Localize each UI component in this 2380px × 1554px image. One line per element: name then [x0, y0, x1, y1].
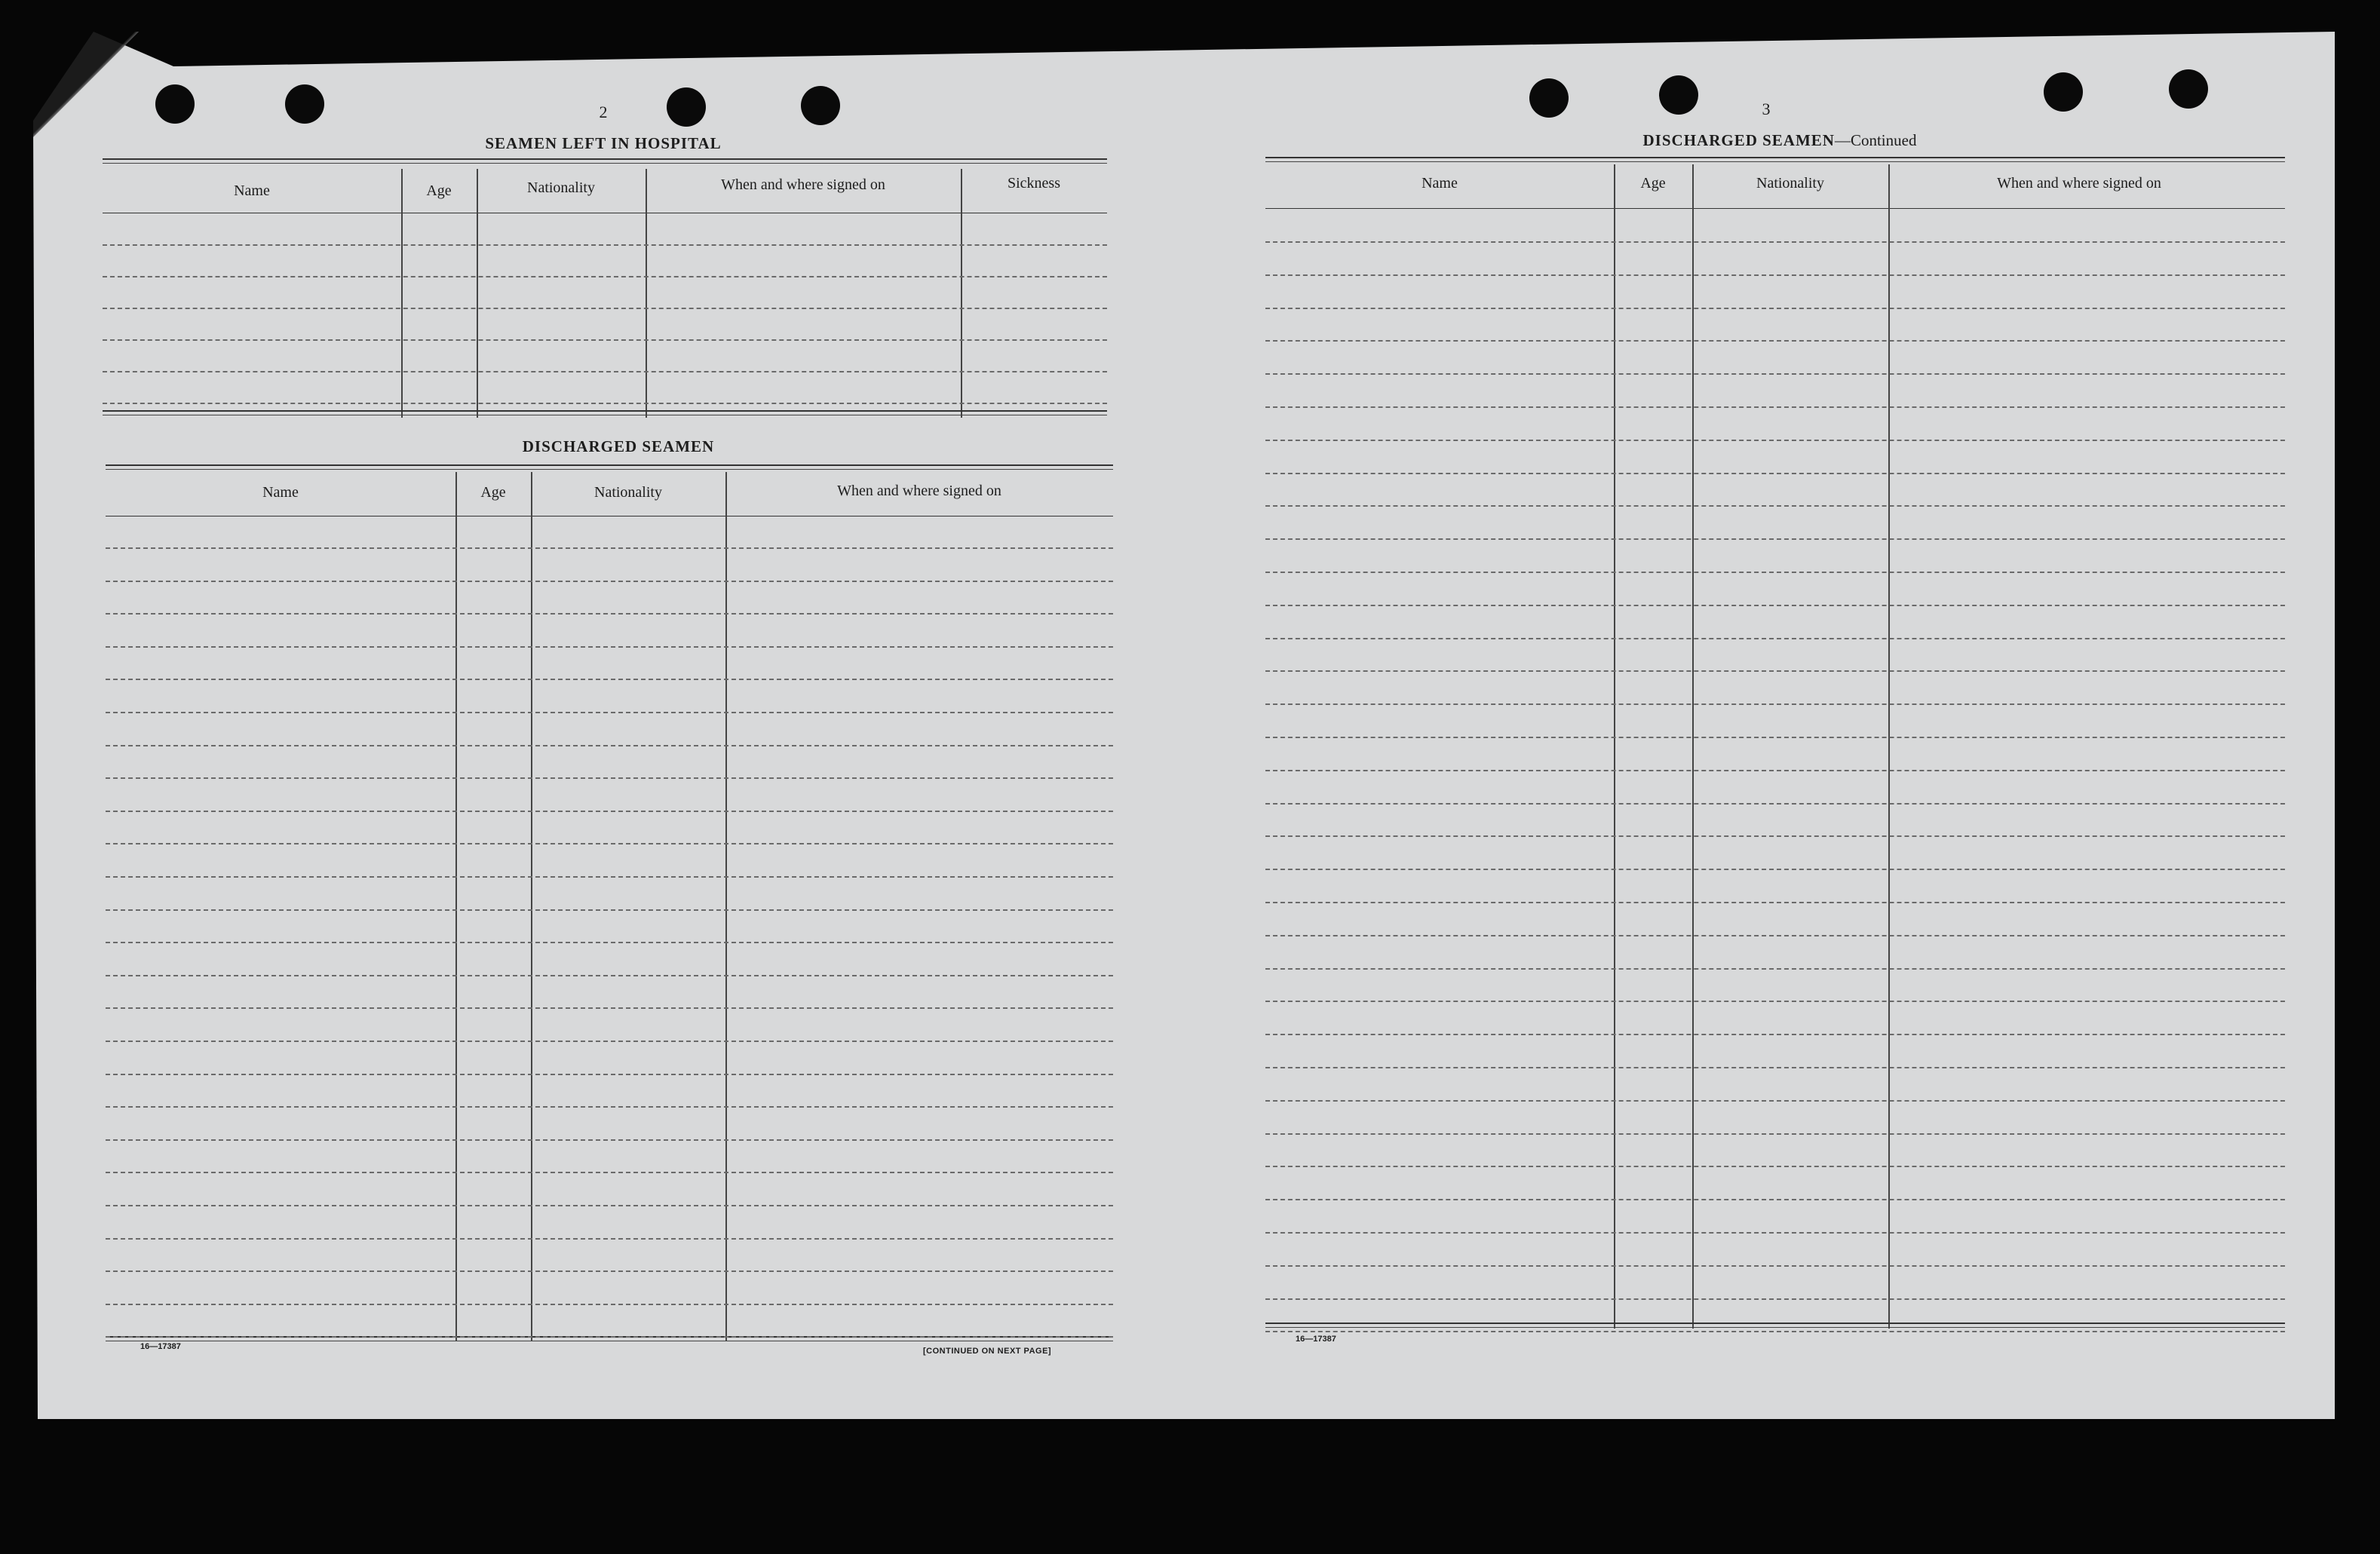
table-row [1265, 538, 2285, 540]
table-row [1265, 968, 2285, 970]
table-row [1265, 935, 2285, 936]
table-row [103, 371, 1107, 372]
table-bottom-rule [1265, 1323, 2285, 1324]
table-row [1265, 308, 2285, 309]
table-row [106, 1336, 1113, 1338]
column-header-name: Name [234, 182, 270, 199]
column-header-nationality: Nationality [1756, 175, 1824, 192]
table-row [1265, 373, 2285, 375]
table-row [1265, 572, 2285, 573]
table-row [103, 403, 1107, 404]
table-row [103, 244, 1107, 246]
column-divider [1692, 164, 1694, 1329]
table-bottom-rule [1265, 1327, 2285, 1328]
column-divider [1614, 164, 1615, 1329]
punch-hole [1529, 78, 1569, 118]
table-top-rule [1265, 161, 2285, 162]
table-row [1265, 869, 2285, 870]
discharged-continued-table [1265, 157, 2285, 1332]
table-row [106, 975, 1113, 976]
section-title-discharged-continued [1553, 131, 2006, 150]
table-row [1265, 605, 2285, 606]
table-row [106, 613, 1113, 615]
table-top-rule [103, 163, 1107, 164]
table-row [1265, 1133, 2285, 1135]
table-row [103, 276, 1107, 277]
punch-hole [285, 84, 324, 124]
table-row [106, 646, 1113, 648]
table-row [106, 547, 1113, 549]
table-row [1265, 1100, 2285, 1102]
table-row [1265, 440, 2285, 441]
column-divider [455, 472, 457, 1341]
table-row [1265, 505, 2285, 507]
table-row [1265, 902, 2285, 903]
table-row [103, 339, 1107, 341]
table-row [106, 1041, 1113, 1042]
table-bottom-rule [103, 410, 1107, 412]
punch-hole [1659, 75, 1698, 115]
table-row [1265, 1067, 2285, 1068]
column-divider [961, 169, 962, 418]
column-divider [477, 169, 478, 418]
column-header-age: Age [1640, 175, 1666, 192]
column-header-age: Age [480, 484, 506, 501]
table-row [1265, 770, 2285, 771]
column-divider [401, 169, 403, 418]
table-row [106, 909, 1113, 911]
table-row [1265, 1166, 2285, 1167]
table-row [1265, 1001, 2285, 1002]
column-header-nationality: Nationality [594, 484, 662, 501]
table-row [1265, 638, 2285, 639]
section-title-suffix: —Continued [1834, 131, 1917, 149]
table-row [106, 1106, 1113, 1108]
section-title-hospital: SEAMEN LEFT IN HOSPITAL [485, 134, 722, 152]
table-row [1265, 670, 2285, 672]
table-top-rule [1265, 157, 2285, 158]
table-row [106, 1172, 1113, 1173]
column-header-sickness: Sickness [1008, 175, 1060, 192]
column-header-age: Age [426, 182, 452, 199]
column-header-when-where: When and where signed on [721, 176, 885, 193]
table-row [1265, 737, 2285, 738]
table-row [1265, 703, 2285, 705]
table-row [1265, 803, 2285, 805]
table-row [106, 876, 1113, 878]
table-row [1265, 1331, 2285, 1332]
column-header-name: Name [262, 484, 299, 501]
table-row [1265, 274, 2285, 276]
table-row [106, 1074, 1113, 1075]
table-top-rule [106, 464, 1113, 466]
discharged-table [106, 464, 1113, 1342]
table-top-rule [103, 158, 1107, 160]
column-header-name: Name [1422, 175, 1458, 192]
table-row [106, 581, 1113, 582]
column-divider [646, 169, 647, 418]
table-row [1265, 340, 2285, 342]
table-row [106, 712, 1113, 713]
table-row [1265, 835, 2285, 837]
table-row [106, 843, 1113, 844]
page-number-right: 3 [1762, 100, 1771, 118]
table-row [106, 811, 1113, 812]
table-row [1265, 1298, 2285, 1300]
table-top-rule [106, 469, 1113, 470]
punch-hole [801, 86, 840, 125]
table-row [106, 1238, 1113, 1240]
table-row [106, 1304, 1113, 1305]
section-title-text: DISCHARGED SEAMEN [1642, 131, 1835, 149]
table-row [106, 1007, 1113, 1009]
column-divider [1888, 164, 1890, 1329]
table-row [106, 777, 1113, 779]
header-underline [1265, 208, 2285, 209]
table-row [106, 679, 1113, 680]
column-header-nationality: Nationality [527, 179, 595, 196]
column-divider [725, 472, 727, 1341]
form-code-right: 16—17387 [1296, 1335, 1336, 1344]
table-row [106, 745, 1113, 746]
punch-hole [155, 84, 195, 124]
column-divider [531, 472, 532, 1341]
punch-hole [2169, 69, 2208, 109]
table-row [1265, 1232, 2285, 1234]
form-code-left: 16—17387 [140, 1342, 181, 1351]
table-row [1265, 406, 2285, 408]
table-row [1265, 473, 2285, 474]
punch-hole [2044, 72, 2083, 112]
page-number-left: 2 [599, 103, 608, 121]
column-header-when-where: When and where signed on [837, 483, 1001, 499]
table-row [106, 942, 1113, 943]
table-row [106, 1139, 1113, 1141]
section-title-discharged: DISCHARGED SEAMEN [522, 437, 715, 455]
table-row [1265, 1199, 2285, 1200]
table-row [103, 308, 1107, 309]
table-row [106, 1270, 1113, 1272]
column-header-when-where: When and where signed on [1997, 175, 2161, 192]
hospital-table [103, 158, 1107, 418]
table-row [1265, 1034, 2285, 1035]
table-row [1265, 241, 2285, 243]
table-row [106, 1205, 1113, 1206]
continued-note: [CONTINUED ON NEXT PAGE] [923, 1347, 1052, 1356]
punch-hole [667, 87, 706, 127]
table-row [1265, 1265, 2285, 1267]
